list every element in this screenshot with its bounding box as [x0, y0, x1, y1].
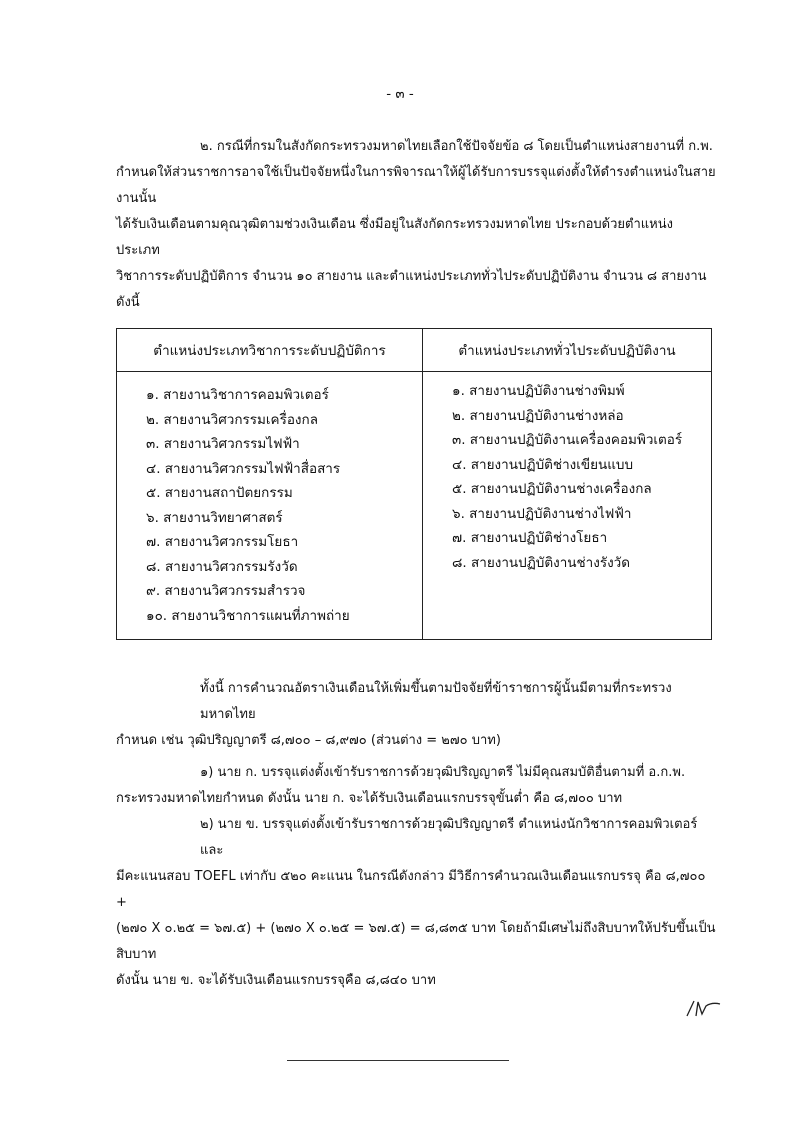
list-item: ๔. สายงานวิศวกรรมไฟฟ้าสื่อสาร — [146, 460, 341, 477]
divider-line — [287, 1060, 509, 1061]
calc-paragraph — [116, 676, 716, 754]
example-line: กระทรวงมหาดไทยกำหนด ดังนั้น นาย ก. จะได้รับเงินเดือนแรกบรรจุขั้นต่ำ คือ ๘,๗๐๐ บาท — [116, 791, 623, 806]
example-1 — [116, 760, 716, 812]
list-item: ๑. สายงานปฏิบัติงานช่างพิมพ์ — [452, 383, 625, 399]
list-item: ๒. สายงานวิศวกรรมเครื่องกล — [146, 411, 318, 428]
example-line: ๑) นาย ก. บรรจุแต่งตั้งเข้ารับราชการด้วยวุฒิปริญญาตรี ไม่มีคุณสมบัติอื่นตามที่ อ.ก.พ. — [200, 765, 686, 780]
example-line: ๒) นาย ข. บรรจุแต่งตั้งเข้ารับราชการด้วยวุฒิปริญญาตรี ตำแหน่งนักวิชาการคอมพิวเตอร์ และ — [200, 817, 698, 858]
list-item: ๗. สายงานวิศวกรรมโยธา — [146, 534, 299, 550]
list-item: ๙. สายงานวิศวกรรมสำรวจ — [146, 583, 306, 599]
intro-line: ได้รับเงินเดือนตามคุณวุฒิตามช่วงเงินเดือน ซึ่งมีอยู่ในสังกัดกระทรวงมหาดไทย ประกอบด้วยตำแหน่งประเภท — [116, 217, 673, 258]
list-item: ๑. สายงานวิชาการคอมพิวเตอร์ — [146, 387, 329, 403]
calc-line: ทั้งนี้ การคำนวณอัตราเงินเดือนให้เพิ่มขึ้นตามปัจจัยที่ข้าราชการผู้นั้นมีตามที่กระทรวงมหาดไทย — [200, 681, 672, 722]
list-item: ๓. สายงานวิศวกรรมไฟฟ้า — [146, 436, 300, 452]
list-item: ๕. สายงานสถาปัตยกรรม — [146, 485, 293, 501]
calc-line: กำหนด เช่น วุฒิปริญญาตรี ๘,๗๐๐ – ๘,๙๗๐ (ส่วนต่าง = ๒๗๐ บาท) — [116, 733, 501, 748]
example-2 — [116, 812, 716, 994]
example-line: (๒๗๐ X ๐.๒๕ = ๖๗.๕) + (๒๗๐ X ๐.๒๕ = ๖๗.๕) = ๘,๘๓๕ บาท โดยถ้ามีเศษไม่ถึงสิบบาทให้ปรับขึ้นเป็นสิบบาท — [116, 921, 716, 962]
header-academic: ตำแหน่งประเภทวิชาการระดับปฏิบัติการ — [117, 329, 423, 372]
list-item: ๗. สายงานปฏิบัติช่างโยธา — [452, 530, 608, 546]
example-line: ดังนั้น นาย ข. จะได้รับเงินเดือนแรกบรรจุคือ ๘,๘๔๐ บาท — [116, 973, 436, 988]
list-item: ๑๐. สายงานวิชาการแผนที่ภาพถ่าย — [146, 607, 350, 624]
intro-line: กำหนดให้ส่วนราชการอาจใช้เป็นปัจจัยหนึ่งในการพิจารณาให้ผู้ได้รับการบรรจุแต่งตั้งให้ดำรงตำแหน่งในสายงานนั้น — [116, 165, 716, 206]
positions-table — [116, 328, 712, 640]
intro-line: วิชาการระดับปฏิบัติการ จำนวน ๑๐ สายงาน และตำแหน่งประเภททั่วไประดับปฏิบัติงาน จำนวน ๘ สายงาน ดังนี้ — [116, 269, 707, 310]
list-item: ๕. สายงานปฏิบัติงานช่างเครื่องกล — [452, 481, 652, 497]
list-item: ๒. สายงานปฏิบัติงานช่างหล่อ — [452, 407, 624, 424]
intro-paragraph — [116, 134, 716, 316]
list-item: ๖. สายงานปฏิบัติงานช่างไฟฟ้า — [452, 505, 632, 522]
example-line: มีคะแนนสอบ TOEFL เท่ากับ ๕๒๐ คะแนน ในกรณีดังกล่าว มีวิธีการคำนวณเงินเดือนแรกบรรจุ คือ ๘,๗๐๐ + — [116, 869, 706, 910]
general-list — [424, 379, 710, 575]
list-item: ๘. สายงานปฏิบัติงานช่างรังวัด — [452, 554, 631, 571]
list-item: ๖. สายงานวิทยาศาสตร์ — [146, 509, 283, 526]
intro-line: ๒. กรณีที่กรมในสังกัดกระทรวงมหาดไทยเลือกใช้ปัจจัยข้อ ๘ โดยเป็นตำแหน่งสายงานที่ ก.พ. — [200, 139, 713, 154]
header-general: ตำแหน่งประเภททั่วไประดับปฏิบัติงาน — [423, 329, 712, 372]
list-item: ๓. สายงานปฏิบัติงานเครื่องคอมพิวเตอร์ — [452, 432, 683, 448]
list-item: ๘. สายงานวิศวกรรมรังวัด — [146, 558, 298, 575]
page-number: - ๓ - — [386, 86, 414, 102]
list-item: ๔. สายงานปฏิบัติช่างเขียนแบบ — [452, 456, 634, 473]
academic-list — [118, 383, 421, 628]
initials-signature — [684, 996, 724, 1020]
